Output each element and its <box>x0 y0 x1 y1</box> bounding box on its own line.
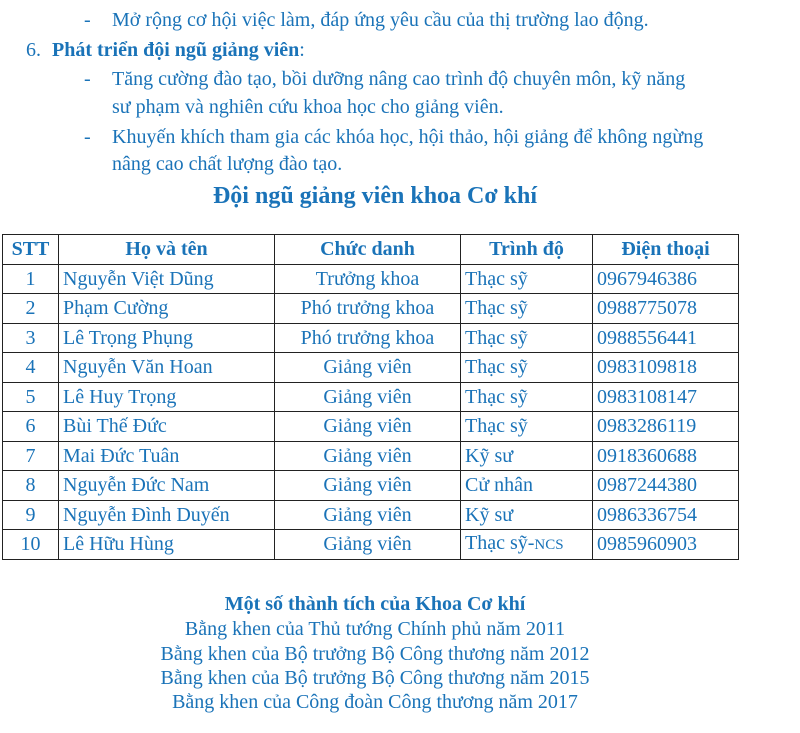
cell-phone: 0983109818 <box>593 353 739 383</box>
cell-phone: 0967946386 <box>593 264 739 294</box>
cell-phone: 0985960903 <box>593 530 739 560</box>
cell-degree: Thạc sỹ <box>461 382 593 412</box>
cell-degree: Thạc sỹ <box>461 323 593 353</box>
cell-title: Giảng viên <box>275 471 461 501</box>
cell-title: Trưởng khoa <box>275 264 461 294</box>
cell-phone: 0987244380 <box>593 471 739 501</box>
cell-degree: Kỹ sư <box>461 500 593 530</box>
cell-phone: 0988775078 <box>593 294 739 324</box>
cell-stt: 10 <box>3 530 59 560</box>
achievement-item: Bằng khen của Bộ trưởng Bộ Công thương năm 2015 <box>160 667 590 689</box>
achievements-title: Một số thành tích của Khoa Cơ khí <box>224 593 526 615</box>
cell-degree-suffix: NCS <box>534 537 564 554</box>
cell-title: Giảng viên <box>275 441 461 471</box>
cell-degree: Thạc sỹ <box>461 294 593 324</box>
table-row <box>3 294 739 324</box>
cell-name: Lê Hữu Hùng <box>59 530 275 560</box>
cell-title: Giảng viên <box>275 382 461 412</box>
table-title: Đội ngũ giảng viên khoa Cơ khí <box>212 183 538 209</box>
cell-stt: 3 <box>3 323 59 353</box>
cell-name: Nguyễn Việt Dũng <box>59 264 275 294</box>
cell-stt: 2 <box>3 294 59 324</box>
cell-name: Lê Trọng Phụng <box>59 323 275 353</box>
table-row <box>3 500 739 530</box>
cell-phone: 0986336754 <box>593 500 739 530</box>
cell-phone: 0918360688 <box>593 441 739 471</box>
cell-phone: 0988556441 <box>593 323 739 353</box>
header-phone: Điện thoại <box>593 235 739 265</box>
cell-name: Bùi Thế Đức <box>59 412 275 442</box>
cell-phone: 0983286119 <box>593 412 739 442</box>
cell-stt: 9 <box>3 500 59 530</box>
cell-stt: 1 <box>3 264 59 294</box>
cell-name: Lê Huy Trọng <box>59 382 275 412</box>
cell-name: Nguyễn Đức Nam <box>59 471 275 501</box>
cell-title: Giảng viên <box>275 530 461 560</box>
table-row <box>3 471 739 501</box>
bullet-dash: - <box>84 68 91 90</box>
cell-title: Giảng viên <box>275 412 461 442</box>
table-row <box>3 441 739 471</box>
table-row <box>3 353 739 383</box>
cell-stt: 8 <box>3 471 59 501</box>
cell-degree-main: Thạc sỹ- <box>465 532 535 555</box>
cell-stt: 4 <box>3 353 59 383</box>
cell-degree: Kỹ sư <box>461 441 593 471</box>
header-name: Họ và tên <box>59 235 275 265</box>
cell-title: Phó trưởng khoa <box>275 294 461 324</box>
header-degree: Trình độ <box>461 235 593 265</box>
table-row <box>3 382 739 412</box>
cell-title: Giảng viên <box>275 353 461 383</box>
cell-degree: Cử nhân <box>461 471 593 501</box>
bullet-dash: - <box>84 9 91 31</box>
cell-stt: 5 <box>3 382 59 412</box>
cell-name: Mai Đức Tuân <box>59 441 275 471</box>
staff-table <box>2 234 739 560</box>
table-header-row <box>3 235 739 265</box>
header-stt: STT <box>3 235 59 265</box>
cell-stt: 7 <box>3 441 59 471</box>
section-colon: : <box>299 39 305 61</box>
cell-degree: Thạc sỹ <box>461 412 593 442</box>
bullet-text: Mở rộng cơ hội việc làm, đáp ứng yêu cầu của thị trường lao động. <box>112 9 649 31</box>
bullet-text: Khuyến khích tham gia các khóa học, hội thảo, hội giảng để không ngừng <box>112 126 704 148</box>
cell-name: Nguyễn Văn Hoan <box>59 353 275 383</box>
table-row <box>3 264 739 294</box>
cell-degree: Thạc sỹ <box>461 264 593 294</box>
cell-name: Phạm Cường <box>59 294 275 324</box>
header-title: Chức danh <box>275 235 461 265</box>
achievement-item: Bằng khen của Công đoàn Công thương năm 2017 <box>172 691 578 713</box>
achievement-item: Bằng khen của Thủ tướng Chính phủ năm 2011 <box>184 618 566 640</box>
cell-title: Phó trưởng khoa <box>275 323 461 353</box>
bullet-dash: - <box>84 126 91 148</box>
cell-stt: 6 <box>3 412 59 442</box>
table-row <box>3 412 739 442</box>
achievement-item: Bằng khen của Bộ trưởng Bộ Công thương năm 2012 <box>160 643 590 665</box>
table-row <box>3 530 739 560</box>
section-heading <box>26 38 305 62</box>
bullet-text: Tăng cường đào tạo, bồi dưỡng nâng cao trình độ chuyên môn, kỹ năng <box>112 68 686 90</box>
cell-name: Nguyễn Đình Duyến <box>59 500 275 530</box>
table-row <box>3 323 739 353</box>
bullet-text-cont: nâng cao chất lượng đào tạo. <box>112 153 343 175</box>
section-title: Phát triển đội ngũ giảng viên <box>52 39 300 61</box>
bullet-text-cont: sư phạm và nghiên cứu khoa học cho giảng viên. <box>112 96 504 118</box>
cell-title: Giảng viên <box>275 500 461 530</box>
cell-phone: 0983108147 <box>593 382 739 412</box>
cell-degree: Thạc sỹ <box>461 353 593 383</box>
section-number: 6. <box>26 39 41 61</box>
cell-degree <box>461 530 593 560</box>
